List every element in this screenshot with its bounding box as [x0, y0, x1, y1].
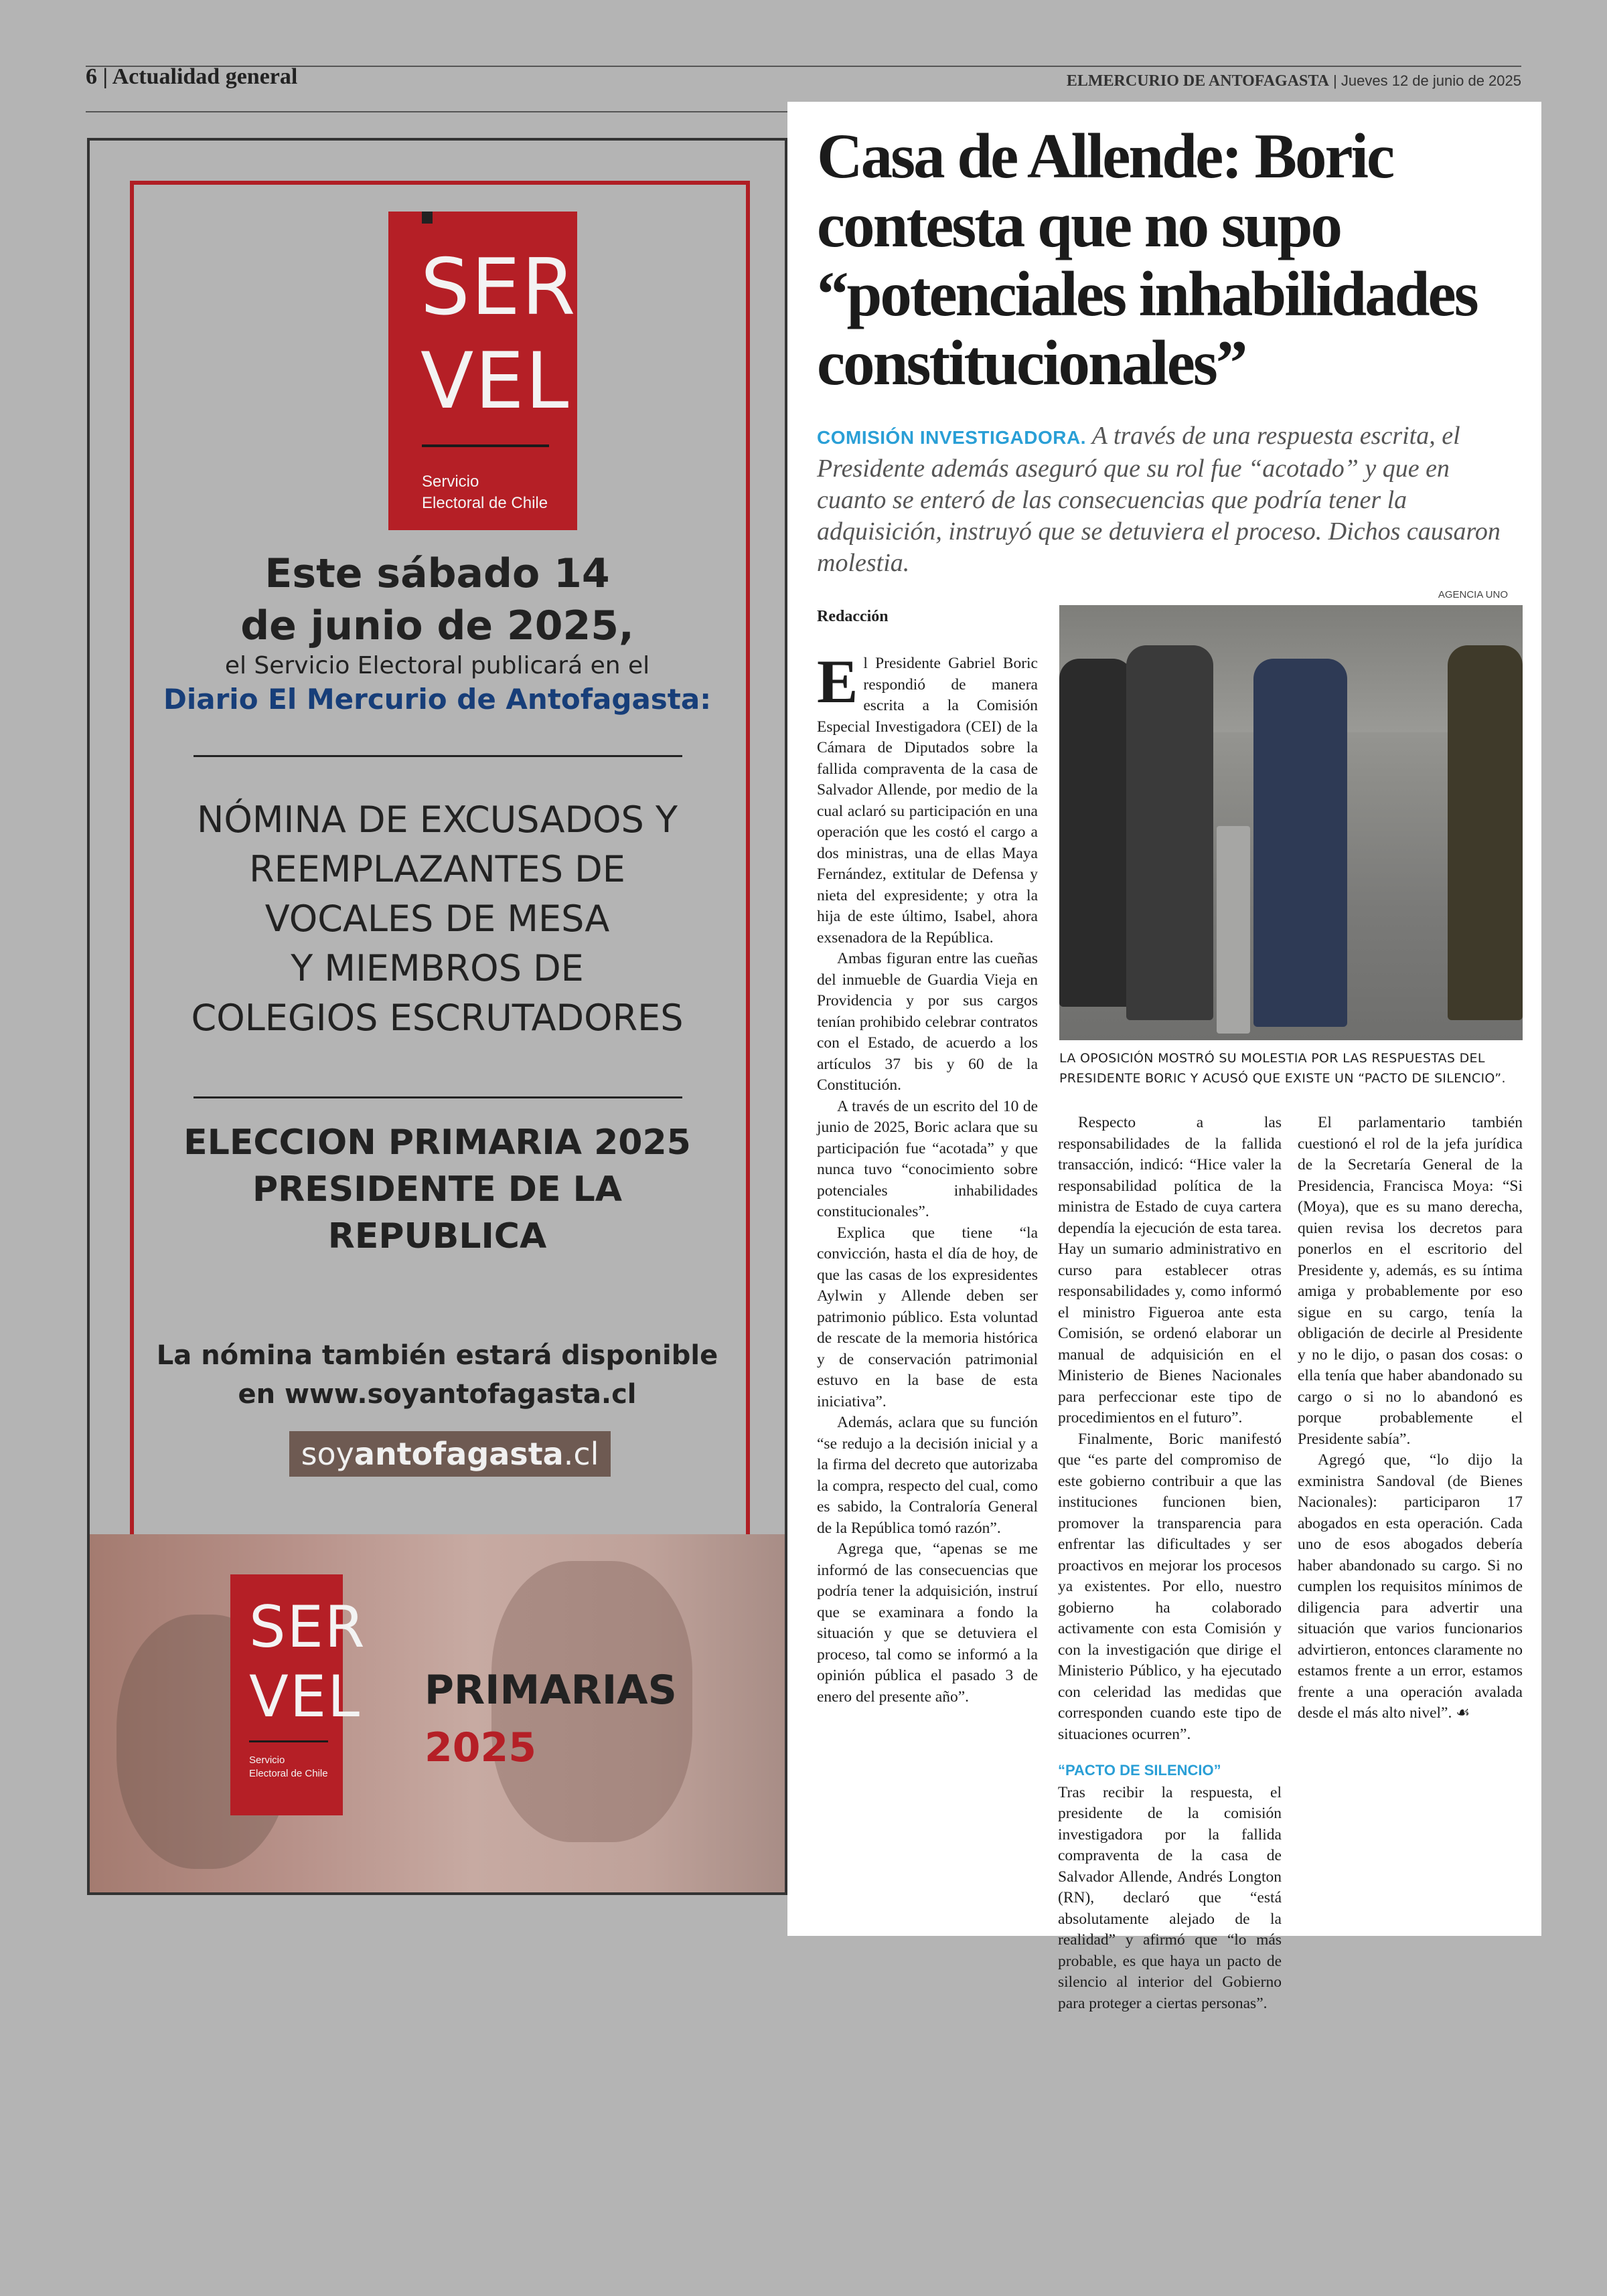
- paragraph: Agrega que, “apenas se me informó de las consecuencias que podría tener la adquisición, instruí que se examinara a fondo la situación y que se detuviera el proceso, tal como se informó a la opinión pública el pasado 3 de enero del presente año”.: [817, 1540, 1038, 1706]
- photo-caption: LA OPOSICIÓN MOSTRÓ SU MOLESTIA POR LAS RESPUESTAS DEL PRESIDENTE BORIC Y ACUSÓ QUE EXISTE UN “PACTO DE SILENCIO”.: [1059, 1051, 1506, 1086]
- article-headline: Casa de Allende: Boric contesta que no supo “potenciales inhabilidades constitucionales”: [817, 120, 1477, 398]
- paragraph: Tras recibir la respuesta, el presidente de la comisión investigadora por la fallida compraventa de la casa de Salvador Allende, Andrés Longton (RN), declaró que “está absolutamente alejado de la realidad” y afirmó que “lo más probable, es que haya un pacto de silencio al interior del Gobierno para proteger a ciertas personas”.: [1058, 1783, 1282, 2012]
- section-title: Actualidad general: [112, 64, 298, 89]
- ad-divider-1: [194, 755, 682, 757]
- drop-cap: E: [817, 647, 858, 716]
- servel-logo: [388, 212, 577, 530]
- paragraph: El parlamentario también cuestionó el rol de la jefa jurídica de la Secretaría General de la Presidencia, Francisca Moya: “Si (Moya), que es su mano derecha, quien revisa los decretos para ponerlos en el escritorio del Presidente y, además, es su íntima amiga y probablemente por eso sigue en su cargo, tenía la obligación de decirle al Presidente y no le dijo, o pasan dos cosas: o ella tenía que haber abandonado su cargo o si no lo abandonó es porque probablemente el Presidente sabía”.: [1298, 1114, 1523, 1448]
- logo-divider: [249, 1740, 328, 1742]
- page-number: 6: [86, 64, 97, 89]
- ad-newspaper-name: Diario El Mercurio de Antofagasta:: [163, 683, 711, 716]
- photo-person-president: [1253, 659, 1347, 1027]
- logo-text-bottom: VEL: [420, 336, 570, 426]
- ad-headline: Este sábado 14 de junio de 2025,: [240, 550, 634, 649]
- photo-person-bodyguard: [1126, 645, 1213, 1020]
- page-header-section: 6 | Actualidad general: [86, 64, 298, 89]
- paragraph: Agregó que, “lo dijo la exministra Sandoval (de Bienes Nacionales): participaron 17 abogados en esta operación. Cada uno de esos abogados debería haber abandonado su cargo. Si no cumplen los requisitos mínimos de diligencia para advertir una situación que varios funcionarios advirtieron, entonces claramente no estamos frente a un error, estamos frente a una operación avalada desde el más alto nivel”. ☙: [1298, 1451, 1523, 1722]
- ad-background-photo: [90, 1534, 785, 1892]
- article-subhead: “PACTO DE SILENCIO”: [1058, 1762, 1221, 1779]
- article-column-2: [1058, 1113, 1282, 2014]
- logo-text-top: SER: [420, 242, 577, 333]
- ad-nomina-list: NÓMINA DE EXCUSADOS Y REEMPLAZANTES DE VOCALES DE MESA Y MIEMBROS DE COLEGIOS ESCRUTADORES: [191, 799, 684, 1039]
- paragraph: A través de un escrito del 10 de junio de 2025, Boric aclara que su participación fue “acotada” y que nunca tuvo “conocimiento sobre potenciales inhabilidades constitucionales”.: [817, 1097, 1038, 1220]
- newspaper-name: ELMERCURIO DE ANTOFAGASTA: [1066, 72, 1329, 90]
- issue-date: Jueves 12 de junio de 2025: [1341, 72, 1521, 89]
- ad-divider-2: [194, 1096, 682, 1098]
- end-mark-icon: ☙: [1456, 1704, 1470, 1722]
- header-rule-top: [86, 66, 1521, 67]
- paragraph: Ambas figuran entre las cueñas del inmueble de Guardia Vieja en Providencia y por sus cargos tenían prohibido celebrar contratos con el Estado, de acuerdo a los artículos 37 bis y 60 de la Constitución.: [817, 950, 1038, 1094]
- logo-text-top: SER: [249, 1594, 366, 1661]
- article-byline: Redacción: [817, 608, 889, 625]
- article-column-1: [817, 647, 1038, 1708]
- photo-credit: AGENCIA UNO: [1438, 589, 1508, 600]
- paragraph: Explica que tiene “la convicción, hasta el día de hoy, de que las casas de los expresidentes Aylwin y Allende deben ser patrimonio público. Esta voluntad de rescate de la memoria histórica y de conservación patrimonial estuvo en la base de esta iniciativa”.: [817, 1224, 1038, 1410]
- page-header-masthead: ELMERCURIO DE ANTOFAGASTA | Jueves 12 de junio de 2025: [1066, 72, 1521, 90]
- logo-subtitle: Servicio Electoral de Chile: [249, 1754, 328, 1779]
- article-lead: COMISIÓN INVESTIGADORA. A través de una respuesta escrita, el Presidente además aseguró que su rol fue “acotado” y que en cuanto se enteró de las consecuencias que podría tener la adquisición, instruyó que se detuviera el proceso. Dichos causaron molestia.: [817, 422, 1501, 577]
- article-photo: [1059, 605, 1523, 1040]
- ad-availability-text: La nómina también estará disponible en www.soyantofagasta.cl: [156, 1340, 718, 1410]
- photo-bollard: [1217, 826, 1250, 1034]
- soyantofagasta-badge[interactable]: soyantofagasta.cl: [289, 1431, 611, 1477]
- logo-subtitle: Servicio Electoral de Chile: [422, 473, 548, 512]
- ad-election-title: ELECCION PRIMARIA 2025 PRESIDENTE DE LA REPUBLICA: [183, 1123, 691, 1256]
- photo-person-left: [1059, 659, 1133, 1007]
- servel-logo-small: [230, 1574, 366, 1815]
- ad-body-text: el Servicio Electoral publicará en el: [224, 652, 650, 679]
- logo-divider: [422, 444, 549, 447]
- news-article: [787, 102, 1541, 2012]
- paragraph: Además, aclara que su función “se redujo a la decisión inicial y a la firma del decreto que autorizaba la compra, respecto del cual, como es sabido, la Contraloría General de la República tomó razón”.: [817, 1414, 1038, 1537]
- servel-advertisement: [87, 138, 787, 1895]
- logo-accent-bar: [422, 212, 433, 224]
- logo-text-bottom: VEL: [249, 1663, 362, 1730]
- paragraph: Respecto a las responsabilidades de la fallida transacción, indicó: “Hice valer la responsabilidad política de la ministra de Estado de cuya cartera dependía la ejecución de esta tarea. Hay un sumario administrativo en curso para establecer otras responsabilidades y, como informó el ministro Figueroa ante esta Comisión, se ordenó elaborar un manual de adquisición en el Ministerio de Bienes Nacionales para perfeccionar este tipo de procedimientos en el futuro”.: [1058, 1114, 1282, 1426]
- paragraph: Finalmente, Boric manifestó que “es parte del compromiso de este gobierno contribuir a que las instituciones funcionen bien, promover la transparencia para enfrentar las dificultades y ser proactivos en mejorar los procesos ya existentes. Por ello, nuestro gobierno ha colaborado activamente con esta Comisión y con la investigación que dirige el Ministerio Público, y ha ejecutado con celeridad las medidas que corresponden cuando este tipo de situaciones ocurren”.: [1058, 1430, 1282, 1743]
- article-kicker: COMISIÓN INVESTIGADORA.: [817, 427, 1086, 448]
- article-column-3: [1298, 1113, 1523, 1724]
- photo-guard: [1448, 645, 1523, 1020]
- primarias-title: PRIMARIAS 2025: [425, 1667, 677, 1771]
- paragraph: El Presidente Gabriel Boric respondió de manera escrita a la Comisión Especial Investigadora (CEI) de la Cámara de Diputados sobre la fallida compraventa de la casa de Salvador Allende, por medio de la cual aclaró su participación en una operación que les costó el cargo a dos ministras, una de ellas Maya Fernández, extitular de Defensa y nieta del expresidente; y otra la hija de este último, Isabel, ahora exsenadora de la República.: [817, 647, 1038, 947]
